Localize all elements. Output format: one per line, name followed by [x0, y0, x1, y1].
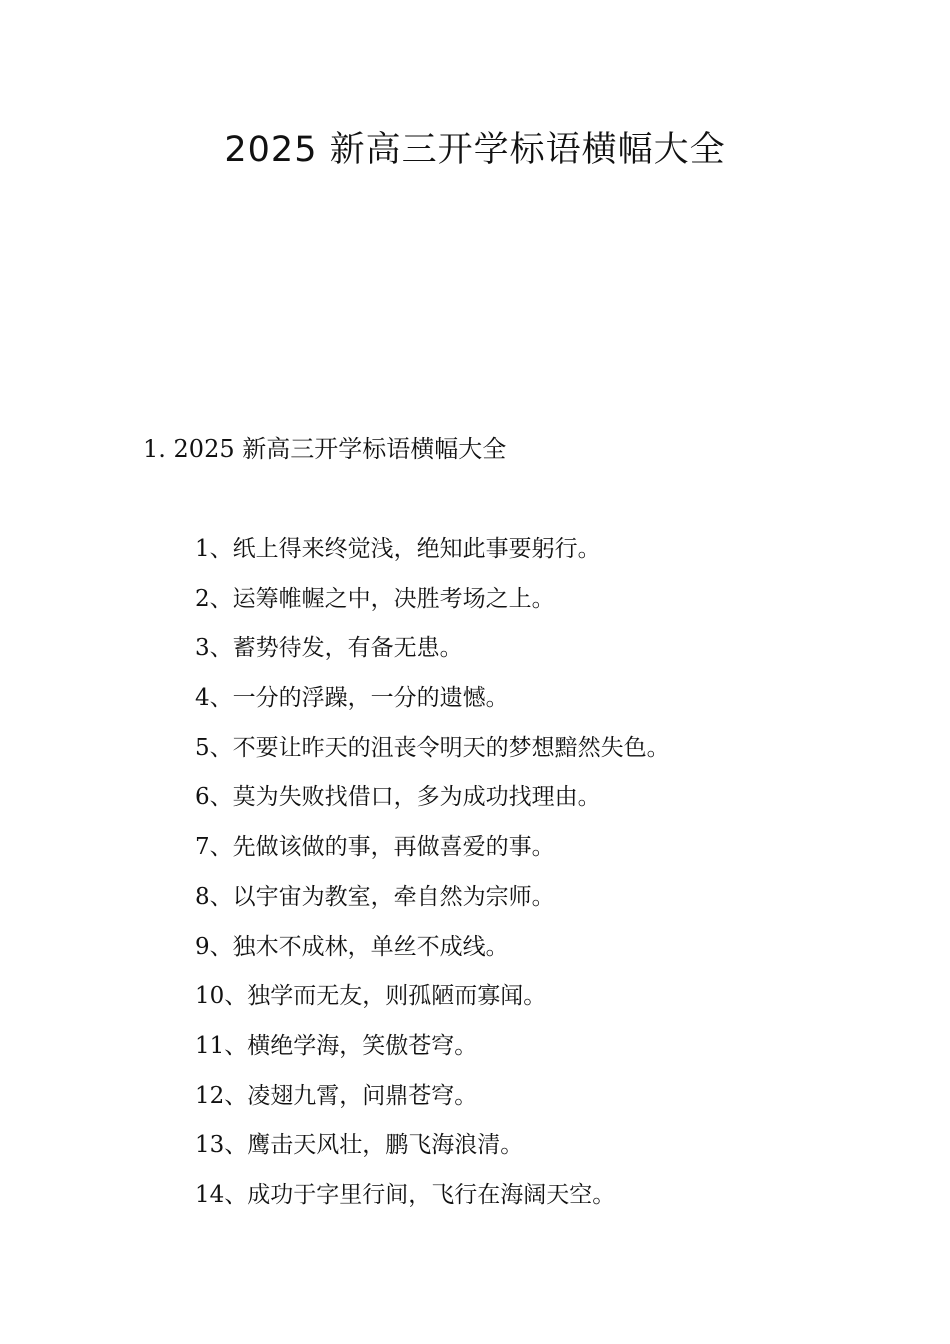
- slogan-item: 14、成功于字里行间，飞行在海阔天空。: [195, 1181, 616, 1208]
- slogan-item: 4、一分的浮躁，一分的遗憾。: [195, 685, 509, 712]
- slogan-list: [195, 533, 670, 1229]
- slogan-item: 5、不要让昨天的沮丧令明天的梦想黯然失色。: [195, 734, 670, 761]
- slogan-item: 13、鹰击天风壮，鹏飞海浪清。: [195, 1132, 524, 1159]
- section-heading: 1. 2025 新高三开学标语横幅大全: [143, 435, 507, 463]
- slogan-item: 2、运筹帷幄之中，决胜考场之上。: [195, 585, 555, 612]
- slogan-item: 8、以宇宙为教室，牵自然为宗师。: [195, 883, 555, 910]
- slogan-item: 1、纸上得来终觉浅，绝知此事要躬行。: [195, 536, 601, 562]
- slogan-item: 10、独学而无友，则孤陋而寡闻。: [195, 983, 547, 1010]
- slogan-item: 12、凌翅九霄，问鼎苍穹。: [195, 1082, 478, 1109]
- slogan-item: 9、独木不成林，单丝不成线。: [195, 933, 509, 960]
- slogan-item: 3、蓄势待发，有备无患。: [195, 635, 463, 662]
- document-title: 2025 新高三开学标语横幅大全: [224, 130, 726, 170]
- slogan-item: 6、莫为失败找借口，多为成功找理由。: [195, 784, 601, 811]
- slogan-item: 11、横绝学海，笑傲苍穹。: [195, 1032, 478, 1059]
- slogan-item: 7、先做该做的事，再做喜爱的事。: [195, 834, 555, 861]
